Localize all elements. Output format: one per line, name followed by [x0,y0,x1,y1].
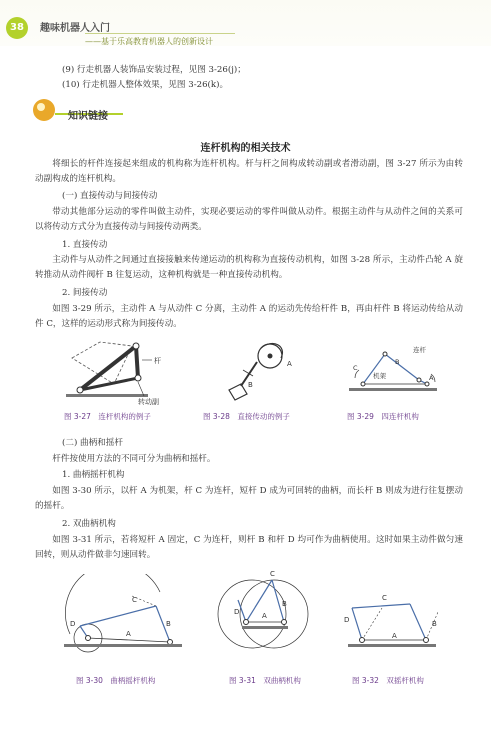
page-number: 38 [6,17,28,39]
figure-3-30 [60,574,190,666]
fig30-label-b: B [166,620,171,628]
fig32-label-a: A [392,632,397,640]
header-divider [85,33,235,34]
figure-3-31 [212,566,317,666]
figure-3-29 [345,340,440,405]
fig30-label-c: C [132,596,137,604]
caption-fig-3-31: 图 3-31 双曲柄机构 [229,676,301,685]
caption-fig-3-32: 图 3-32 双摇杆机构 [352,676,424,685]
section-title: 连杆机构的相关技术 [200,143,291,154]
subsection-1-text: 带动其他部分运动的零件叫做主动件，实现必要运动的零件叫做从动件。根据主动件与从动件之间的关系可以将传动方式分为直接传动与间接传动两类。 [35,207,463,232]
item-4-title: 2. 双曲柄机构 [62,519,116,529]
book-title: 趣味机器人入门 [40,23,110,34]
fig28-label-a: A [287,360,292,368]
item-3-title: 1. 曲柄摇杆机构 [62,470,125,480]
fig32-label-c: C [382,594,387,602]
fig32-label-b: B [432,620,437,628]
fig31-label-a: A [262,612,267,620]
knowledge-badge-label: 知识链接 [68,111,108,122]
fig29-label-a: A [429,374,434,382]
caption-fig-3-28: 图 3-28 直接传动的例子 [203,412,290,421]
fig30-label-d: D [70,620,76,628]
caption-fig-3-30: 图 3-30 曲柄摇杆机构 [76,676,156,685]
fig28-label-b: B [248,381,253,389]
fig31-label-d: D [234,608,240,616]
caption-fig-3-27: 图 3-27 连杆机构的例子 [64,412,151,421]
step-10: (10) 行走机器人整体效果，见图 3-26(k)。 [62,80,229,90]
fig31-label-b: B [282,600,287,608]
item-1-text: 主动件与从动件之间通过直接接触来传递运动的机构称为直接传动机构，如图 3-28 所示，主动件凸轮 A 旋转推动从动件阀杆 B 往复运动，这种机构就是一种直接传动机构。 [35,255,463,280]
figure-3-32 [342,586,442,666]
fig29-label-c: C [353,364,358,372]
caption-fig-3-29: 图 3-29 四连杆机构 [347,412,419,421]
fig27-label-rod: 杆 [154,357,161,365]
item-2-text: 如图 3-29 所示，主动件 A 与从动件 C 分离，主动件 A 的运动先传给杆件 B，再由杆件 B 将运动传给从动件 C，这样的运动形式称为间接传动。 [35,304,463,329]
item-4-text: 如图 3-31 所示，若将短杆 A 固定，C 为连杆，则杆 B 和杆 D 均可作为曲柄使用。这时如果主动件做匀速回转，则从动件做非匀速回转。 [35,535,463,560]
fig29-label-b: B [395,358,400,366]
item-3-text: 如图 3-30 所示，以杆 A 为机架，杆 C 为连杆，短杆 D 成为可回转的曲柄，而长杆 B 则成为进行往复摆动的摇杆。 [35,486,463,511]
subsection-2-text: 杆件按使用方法的不同可分为曲柄和摇杆。 [52,454,216,464]
subsection-1-title: (一) 直接传动与间接传动 [62,191,158,201]
item-2-title: 2. 间接传动 [62,288,108,298]
fig31-label-c: C [270,570,275,578]
book-subtitle: ——基于乐高教育机器人的创新设计 [85,37,213,46]
lightbulb-icon [33,99,55,121]
fig27-label-joint: 转动副 [138,398,159,406]
section-intro: 将细长的杆件连接起来组成的机构称为连杆机构。杆与杆之间构成转动副或者滑动副，图 3-27 所示为由转动副构成的连杆机构。 [35,159,463,184]
figure-3-28 [215,340,305,405]
figure-3-27 [62,338,172,406]
fig29-label-frame: 机架 [373,372,386,380]
fig32-label-d: D [344,616,350,624]
item-1-title: 1. 直接传动 [62,240,108,250]
fig29-label-link: 连杆 [413,346,426,354]
subsection-2-title: (二) 曲柄和摇杆 [62,438,123,448]
fig30-label-a: A [126,630,131,638]
step-9: (9) 行走机器人装饰品安装过程，见图 3-26(j)； [62,65,246,75]
